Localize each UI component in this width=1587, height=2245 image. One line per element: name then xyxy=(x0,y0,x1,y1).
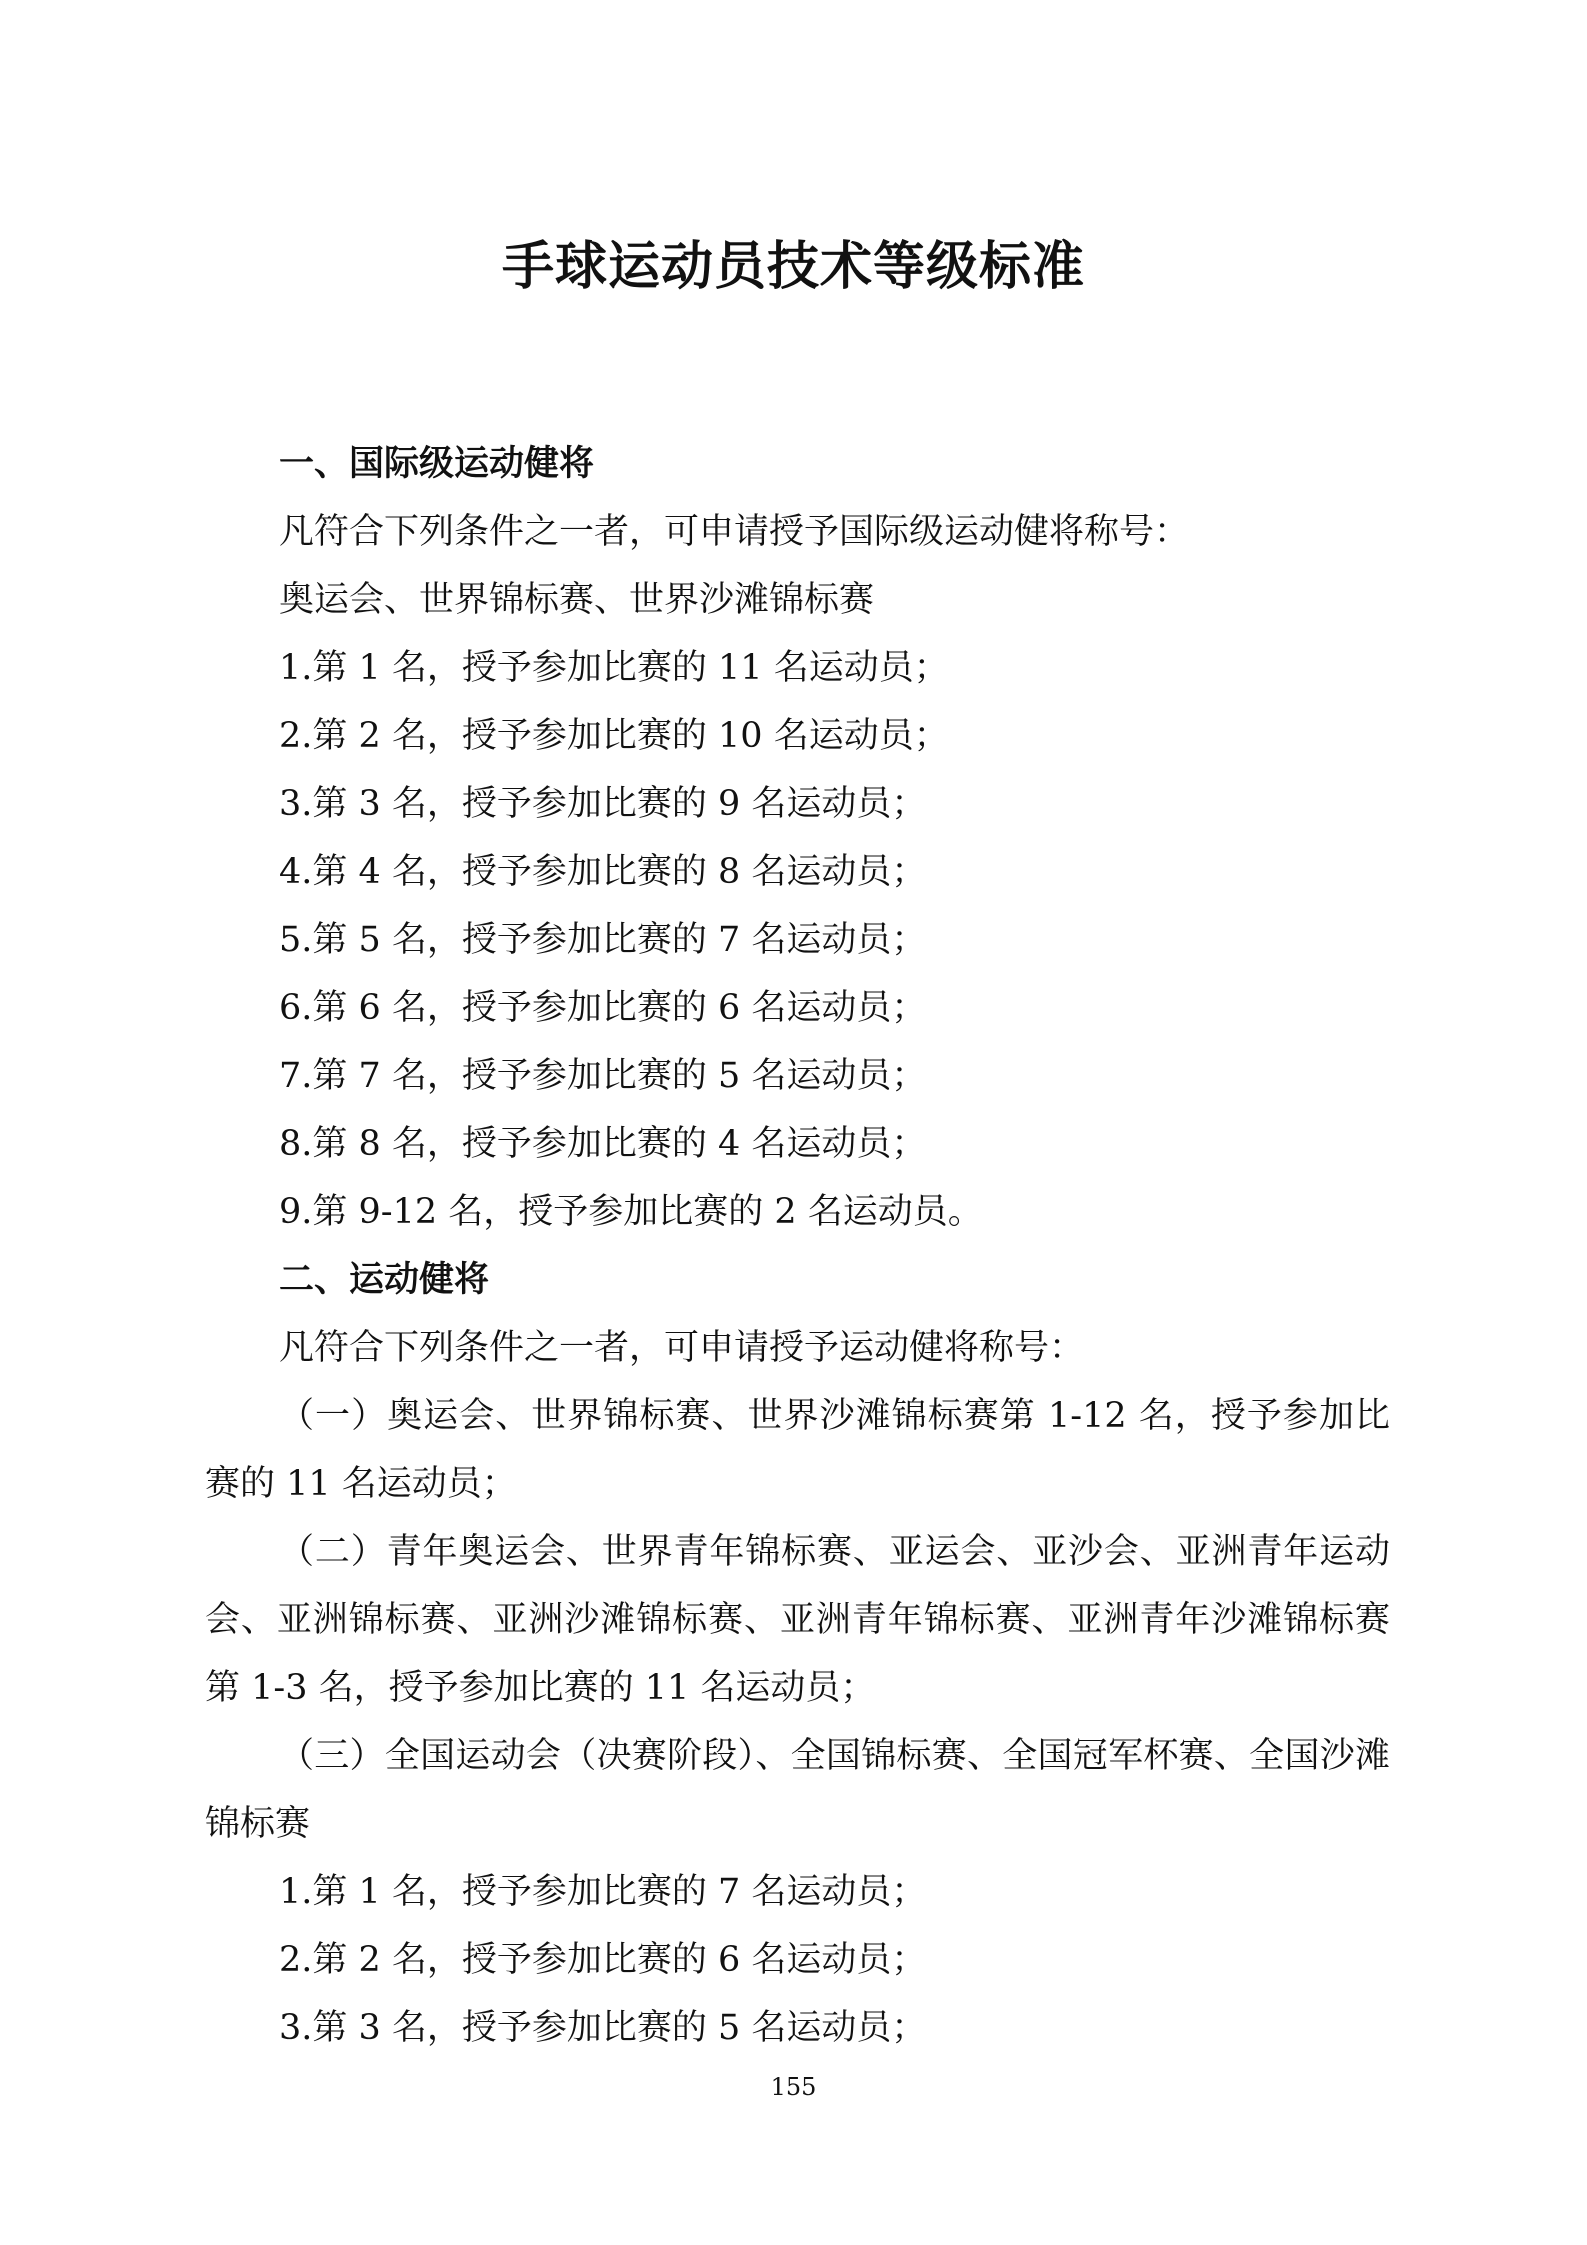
document-body xyxy=(205,430,1390,2062)
section1-item-6: 6.第 6 名，授予参加比赛的 6 名运动员； xyxy=(279,988,927,1028)
section2-heading: 二、运动健将 xyxy=(279,1260,490,1300)
page-number: 155 xyxy=(770,2073,817,2101)
section2-paragraph-3: （三）全国运动会（决赛阶段）、全国锦标赛、全国冠军杯赛、全国沙滩锦标赛 xyxy=(205,1736,1390,1844)
section2-item-2: 2.第 2 名，授予参加比赛的 6 名运动员； xyxy=(279,1940,927,1980)
section1-events: 奥运会、世界锦标赛、世界沙滩锦标赛 xyxy=(279,580,875,620)
section2-paragraph-2: （二）青年奥运会、世界青年锦标赛、亚运会、亚沙会、亚洲青年运动会、亚洲锦标赛、亚洲沙滩锦标赛、亚洲青年锦标赛、亚洲青年沙滩锦标赛第 1-3 名，授予参加比赛的 11 名运动员； xyxy=(205,1532,1390,1708)
section1-item-1: 1.第 1 名，授予参加比赛的 11 名运动员； xyxy=(279,648,949,688)
section1-item-2: 2.第 2 名，授予参加比赛的 10 名运动员； xyxy=(279,716,949,756)
section2-item-1: 1.第 1 名，授予参加比赛的 7 名运动员； xyxy=(279,1872,927,1912)
section1-item-9: 9.第 9-12 名，授予参加比赛的 2 名运动员。 xyxy=(279,1192,983,1232)
section1-item-3: 3.第 3 名，授予参加比赛的 9 名运动员； xyxy=(279,784,927,824)
section2-paragraph-1: （一）奥运会、世界锦标赛、世界沙滩锦标赛第 1-12 名，授予参加比赛的 11 名运动员； xyxy=(205,1396,1390,1504)
section1-item-8: 8.第 8 名，授予参加比赛的 4 名运动员； xyxy=(279,1124,927,1164)
section1-heading: 一、国际级运动健将 xyxy=(279,444,595,484)
section1-intro: 凡符合下列条件之一者，可申请授予国际级运动健将称号： xyxy=(279,512,1190,552)
section1-item-4: 4.第 4 名，授予参加比赛的 8 名运动员； xyxy=(279,852,927,892)
section1-item-7: 7.第 7 名，授予参加比赛的 5 名运动员； xyxy=(279,1056,927,1096)
section2-intro: 凡符合下列条件之一者，可申请授予运动健将称号： xyxy=(279,1328,1085,1368)
section1-item-5: 5.第 5 名，授予参加比赛的 7 名运动员； xyxy=(279,920,927,960)
section2-item-3: 3.第 3 名，授予参加比赛的 5 名运动员； xyxy=(279,2008,927,2048)
document-title: 手球运动员技术等级标准 xyxy=(501,236,1085,297)
